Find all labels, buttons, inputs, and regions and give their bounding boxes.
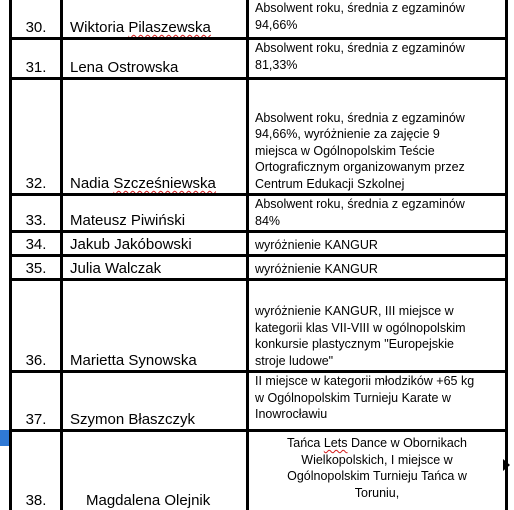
achievement-cell[interactable]: [246, 40, 508, 77]
spellcheck-underlined-word: Lets: [323, 436, 348, 450]
achievement-text: Absolwent roku, średnia z egzaminów 81,33%: [255, 41, 465, 72]
student-name: Marietta Synowska: [70, 352, 197, 369]
row-number: 38.: [25, 492, 47, 509]
table-row-31: [9, 40, 508, 77]
table-row-30: [9, 0, 508, 37]
achievement-cell[interactable]: [246, 281, 508, 370]
row-number: 33.: [25, 212, 47, 229]
number-cell[interactable]: [9, 80, 60, 193]
achievement-text: wyróżnienie KANGUR: [255, 261, 378, 276]
number-cell[interactable]: [9, 281, 60, 370]
achievement-text: wyróżnienie KANGUR: [255, 237, 378, 252]
student-name: Jakub Jakóbowski: [70, 236, 192, 253]
spellcheck-underlined-word: Szcześniewska: [113, 175, 216, 192]
row-number: 35.: [25, 260, 47, 277]
student-name: Szymon Błaszczyk: [70, 411, 196, 428]
achievement-text: II miejsce w kategorii młodzików +65 kg w Ogólnopolskim Turnieju Karate w Inowrocławiu: [255, 374, 475, 421]
achievement-cell[interactable]: [246, 80, 508, 193]
row-number: 36.: [25, 352, 47, 369]
number-cell[interactable]: [9, 432, 60, 510]
achievement-cell[interactable]: [246, 432, 508, 510]
table-row-35: [9, 257, 508, 278]
achievement-cell[interactable]: [246, 233, 508, 254]
number-cell[interactable]: [9, 0, 60, 37]
student-name: Mateusz Piwiński: [70, 212, 186, 229]
achievement-cell[interactable]: [246, 0, 508, 37]
name-cell[interactable]: [60, 233, 246, 254]
row-number: 31.: [25, 59, 47, 76]
row-number: 32.: [25, 175, 47, 192]
achievement-text: wyróżnienie KANGUR, III miejsce w kategorii klas VII-VIII w ogólnopolskim konkursie plastycznym "Europejskie stroje ludowe": [255, 304, 466, 368]
row-number: 30.: [25, 19, 47, 36]
table-row-37: [9, 373, 508, 429]
number-cell[interactable]: [9, 233, 60, 254]
table-row-32: [9, 80, 508, 193]
achievement-cell[interactable]: [246, 257, 508, 278]
achievement-text: Absolwent roku, średnia z egzaminów 84%: [255, 197, 465, 228]
table-row-38: [9, 432, 508, 510]
row-selection-marker: [0, 430, 9, 446]
name-cell[interactable]: [60, 80, 246, 193]
table-row-33: [9, 196, 508, 230]
student-name: Julia Walczak: [70, 260, 162, 277]
table-row-36: [9, 281, 508, 370]
number-cell[interactable]: [9, 40, 60, 77]
achievement-text: Tańca Lets Dance w Obornikach Wielkopolskich, I miejsce w Ogólnopolskim Turnieju Tańca w Toruniu,: [287, 436, 467, 500]
student-name: Magdalena Olejnik: [86, 492, 211, 509]
name-cell[interactable]: [60, 257, 246, 278]
name-cell[interactable]: [60, 0, 246, 37]
row-number: 37.: [25, 411, 47, 428]
number-cell[interactable]: [9, 196, 60, 230]
name-cell[interactable]: [60, 40, 246, 77]
student-name: Wiktoria Pilaszewska: [70, 19, 211, 36]
achievement-cell[interactable]: [246, 373, 508, 429]
spellcheck-underlined-word: Pilaszewska: [128, 19, 211, 36]
name-cell[interactable]: [60, 373, 246, 429]
table-row-34: [9, 233, 508, 254]
name-cell[interactable]: [60, 432, 246, 510]
row-number: 34.: [25, 236, 47, 253]
overflow-arrow-icon: [503, 459, 510, 471]
achievement-text: Absolwent roku, średnia z egzaminów 94,66%, wyróżnienie za zajęcie 9 miejsca w Ogólnopolskim Teście Ortograficznym organizowanym przez Centrum Edukacji Szkolnej: [255, 110, 465, 191]
student-name: Lena Ostrowska: [70, 59, 179, 76]
achievement-text: Absolwent roku, średnia z egzaminów 94,66%: [255, 1, 465, 32]
achievement-cell[interactable]: [246, 196, 508, 230]
number-cell[interactable]: [9, 373, 60, 429]
student-name: Nadia Szcześniewska: [70, 175, 216, 192]
number-cell[interactable]: [9, 257, 60, 278]
name-cell[interactable]: [60, 196, 246, 230]
name-cell[interactable]: [60, 281, 246, 370]
